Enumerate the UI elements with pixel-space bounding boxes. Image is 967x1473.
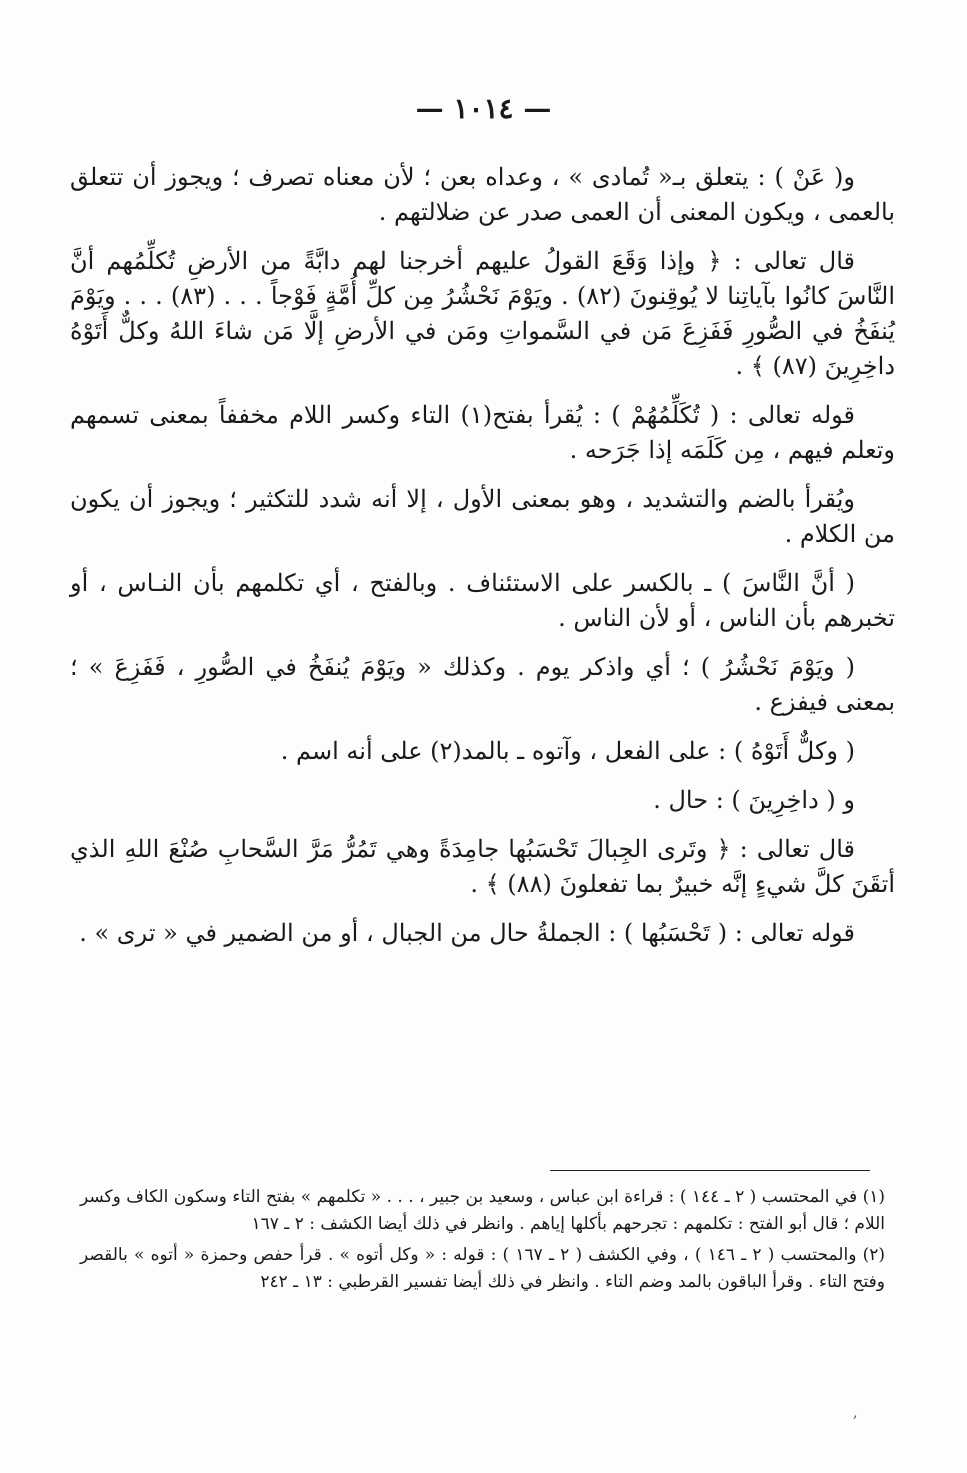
footnotes bbox=[80, 1184, 885, 1296]
stray-mark: , bbox=[853, 1405, 858, 1421]
footnote-2: (٢) والمحتسب ( ٢ ـ ١٤٦ ) ، وفي الكشف ( ٢ ـ ١٦٧ ) : قوله : « وكل أتوه » . قرأ حفص وحمزة « أتوه » بالقصر وفتح التاء . وقرأ الباقون بالمد وضم التاء . وانظر في ذلك أيضا تفسير القرطبي : ١٣ ـ ٢٤٢ bbox=[80, 1245, 886, 1292]
footnote-1: (١) في المحتسب ( ٢ ـ ١٤٤ ) : قراءة ابن عباس ، وسعيد بن جبير ، . . . « تكلمهم » بفتح التاء وسكون الكاف وكسر اللام ؛ قال أبو الفتح : تكلمهم : تجرحهم بأكلها إياهم . وانظر في ذلك أيضا الكشف : ٢ ـ ١٦٧ bbox=[80, 1187, 885, 1234]
main-text bbox=[70, 160, 895, 965]
paragraph-anna-annas: ( أنَّ النَّاسَ ) ـ بالكسر على الاستئناف . وبالفتح ، أي تكلمهم بأن النـاس ، أو تخبرهم بأن الناس ، أو لأن الناس . bbox=[70, 569, 895, 632]
paragraph-dakhirin: و ( داخِرِينَ ) : حال . bbox=[653, 786, 855, 814]
paragraph-tahsabuha: قوله تعالى : ( تَحْسَبُها ) : الجملةُ حال من الجبال ، أو من الضمير في « ترى » . bbox=[79, 919, 855, 947]
paragraph-kullun-atawhu: ( وكلٌّ أَتَوْهُ ) : على الفعل ، وآتوه ـ بالمد(٢) على أنه اسم . bbox=[280, 737, 855, 765]
paragraph-reading-tashdid: ويُقرأ بالضم والتشديد ، وهو بمعنى الأول ، إلا أنه شدد للتكثير ؛ ويجوز أن يكون من الكلام . bbox=[70, 485, 895, 548]
page-number: — ١٠١٤ — bbox=[415, 92, 552, 125]
paragraph-quran-verses-82-87: قال تعالى : ﴿ وإذا وَقَعَ القولُ عليهم أخرجنا لهم دابَّةً من الأرضِ تُكلِّمُهم أنَّ النَّاسَ كانُوا بآياتِنا لا يُوقِنونَ (٨٢) . ويَوْمَ نَحْشُرُ مِن كلِّ أُمَّةٍ فَوْجاً . . . (٨٣) . . . ويَوْمَ يُنفَخُ في الصُّورِ فَفَزِعَ مَن في السَّمواتِ ومَن في الأرضِ إلَّا مَن شاءَ اللهُ وكلٌّ أَتَوْهُ داخِرِينَ (٨٧) ﴾ . bbox=[70, 247, 896, 380]
footnote-divider bbox=[550, 1170, 870, 1171]
paragraph-1: و( عَنْ ) : يتعلق بـ« تُمادى » ، وعداه بعن ؛ لأن معناه تصرف ؛ ويجوز أن تتعلق بالعمى ، ويكون المعنى أن العمى صدر عن ضلالتهم . bbox=[70, 163, 895, 226]
paragraph-yawma-nahshur: ( ويَوْمَ نَحْشُرُ ) ؛ أي واذكر يوم . وكذلك « ويَوْمَ يُنفَخُ في الصُّورِ ، فَفَزِعَ » ؛ بمعنى فيفزع . bbox=[70, 653, 895, 716]
paragraph-quran-verse-88: قال تعالى : ﴿ وتَرى الجِبالَ تَحْسَبُها جامِدَةً وهي تَمُرُّ مَرَّ السَّحابِ صُنْعَ اللهِ الذي أتقَنَ كلَّ شيءٍ إنَّه خبيرٌ بما تفعلونَ (٨٨) ﴾ . bbox=[70, 835, 895, 898]
paragraph-tukallimuhum: قوله تعالى : ( تُكَلِّمُهُمْ ) : يُقرأ بفتح(١) التاء وكسر اللام مخففاً بمعنى تسمهم وتعلم فيهم ، مِن كَلَمَه إذا جَرَحه . bbox=[70, 401, 895, 464]
